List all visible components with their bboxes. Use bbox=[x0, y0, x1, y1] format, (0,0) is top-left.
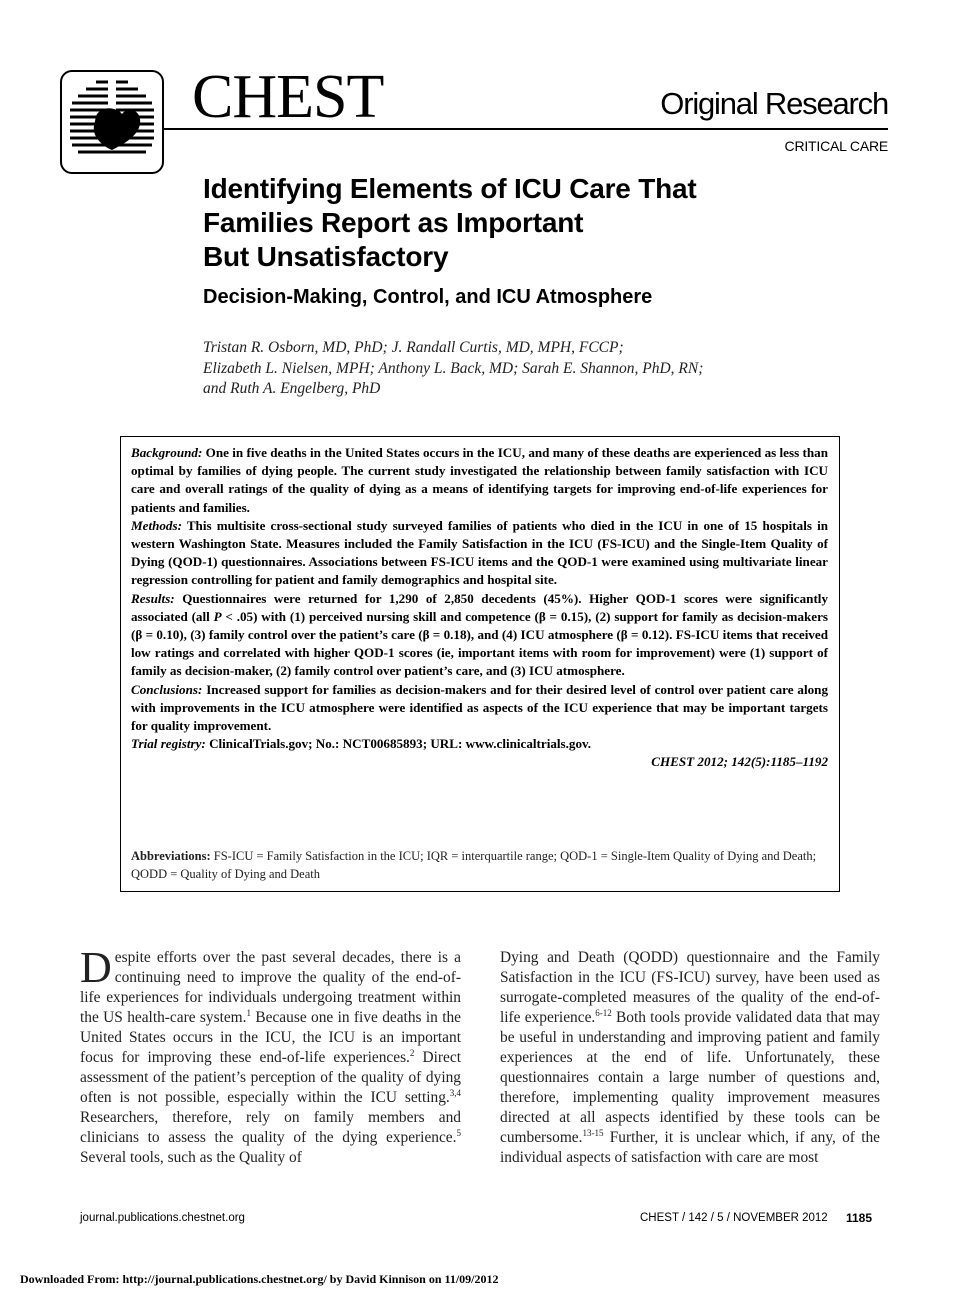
article-subtitle: Decision-Making, Control, and ICU Atmosphere bbox=[203, 286, 653, 308]
abstract-label: Trial registry: bbox=[131, 736, 206, 752]
title-line: But Unsatisfactory bbox=[203, 241, 449, 272]
abstract-trial-registry bbox=[131, 735, 828, 753]
reference[interactable]: 13-15 bbox=[582, 1127, 604, 1138]
abstract-results bbox=[131, 590, 828, 681]
abstract-label: Methods: bbox=[131, 517, 182, 533]
abstract-text: < .05) with (1) perceived nursing skill and competence (β = 0.15), (2) support for family as decision-makers (β = 0.10), (3) family control over the patient’s care (β = 0.18), and (4) ICU atmosphere (β = 0.12). FS-ICU items that received low ratings and correlated with higher QOD-1 scores (ie, important items with room for improvement) were (1) support of family as decision-maker, (2) family control over patient’s care, and (3) ICU atmosphere. bbox=[131, 608, 829, 679]
journal-name: CHEST bbox=[192, 63, 384, 131]
abbreviations-text: FS-ICU = Family Satisfaction in the ICU; IQR = interquartile range; QOD-1 = Single-Item Quality of Dying and Death; QODD = Quality of Dying and Death bbox=[131, 849, 817, 881]
body-text: Further, it is unclear which, if any, of the individual aspects of satisfaction with care are most bbox=[500, 1129, 880, 1166]
abstract-text: This multisite cross-sectional study surveyed families of patients who died in the ICU in one of 15 hospitals in western Washington State. Measures included the Family Satisfaction in the ICU (FS-ICU) and the Single-Item Quality of Dying (QOD-1) questionnaires. Associations between FS-ICU items and the QOD-1 were examined using multivariate linear regression controlling for patient and family demographics and hospital site. bbox=[131, 517, 828, 588]
author-line: and Ruth A. Engelberg, PhD bbox=[203, 380, 381, 397]
body-text: Researchers, therefore, rely on family members and clinicians to assess the quality of the dying experience. bbox=[80, 1109, 461, 1146]
abstract-label: Results: bbox=[131, 590, 175, 606]
abstract-label: Conclusions: bbox=[131, 681, 203, 697]
author-list bbox=[203, 338, 823, 400]
abstract-background bbox=[131, 444, 828, 517]
author-line: Tristan R. Osborn, MD, PhD; J. Randall Curtis, MD, MPH, FCCP; bbox=[203, 339, 624, 356]
abstract-methods bbox=[131, 517, 828, 590]
abstract-conclusions bbox=[131, 681, 828, 736]
section-label: Original Research bbox=[660, 86, 888, 121]
body-column-right bbox=[500, 948, 880, 1168]
body-text: espite efforts over the past several decades, there is a continuing need to improve the quality of the end-of-life experiences for individuals undergoing treatment within the US health-care system. bbox=[80, 949, 461, 1026]
header-rule bbox=[164, 128, 888, 130]
abstract-label: Background: bbox=[131, 445, 203, 460]
footer-url[interactable]: journal.publications.chestnet.org bbox=[80, 1212, 245, 1224]
body-text: Dying and Death (QODD) questionnaire and the Family Satisfaction in the ICU (FS-ICU) survey, have been used as surrogate-completed measures of the quality of the end-of-life experience. bbox=[500, 949, 880, 1026]
abstract-text: Increased support for families as decision-makers and for their desired level of control over patient care along with improvements in the ICU atmosphere were identified as aspects of the ICU experience that may be important targets for quality improvement. bbox=[131, 681, 828, 734]
reference[interactable]: 1 bbox=[246, 1007, 252, 1018]
title-line: Identifying Elements of ICU Care That bbox=[203, 173, 697, 204]
reference[interactable]: 6-12 bbox=[595, 1007, 612, 1018]
title-line: Families Report as Important bbox=[203, 207, 584, 238]
lungs-heart-logo-icon bbox=[62, 72, 162, 172]
body-text: Direct assessment of the patient’s perception of the quality of dying often is not possible, especially within the ICU setting. bbox=[80, 1049, 461, 1106]
subsection-label: CRITICAL CARE bbox=[784, 138, 888, 154]
body-text: Several tools, such as the Quality of bbox=[80, 1149, 302, 1166]
page-number: 1185 bbox=[846, 1211, 873, 1225]
abbreviations-label: Abbreviations: bbox=[131, 849, 211, 863]
body-text: Both tools provide validated data that may be useful in understanding and improving patient and family experiences at the end of life. Unfortunately, these questionnaires contain a large number of questions and, therefore, implementing quality improvement measures directed at all aspects identified by these tools can be cumbersome. bbox=[500, 1009, 880, 1146]
drop-cap: D bbox=[80, 943, 112, 992]
abstract-text: P bbox=[213, 608, 222, 624]
abstract-text: Questionnaires were returned for 1,290 of 2,850 decedents (45%). Higher QOD-1 scores were significantly associated (all bbox=[131, 590, 828, 624]
download-notice: Downloaded From: http://journal.publications.chestnet.org/ by David Kinnison on 11/09/2012 bbox=[20, 1272, 499, 1286]
reference[interactable]: 5 bbox=[456, 1127, 461, 1138]
body-text: Because one in five deaths in the United States occurs in the ICU, the ICU is an important focus for improving these end-of-life experiences. bbox=[80, 1009, 462, 1066]
citation: CHEST 2012; 142(5):1185–1192 bbox=[651, 754, 828, 770]
reference[interactable]: 3,4 bbox=[449, 1087, 461, 1098]
footer-issue: CHEST / 142 / 5 / NOVEMBER 2012 bbox=[640, 1212, 828, 1224]
abstract-text: ClinicalTrials.gov; No.: NCT00685893; URL: www.clinicaltrials.gov. bbox=[209, 736, 592, 752]
abbreviations bbox=[131, 848, 828, 883]
body-column-left bbox=[80, 943, 462, 1168]
article-title bbox=[203, 172, 843, 274]
abstract bbox=[131, 444, 828, 772]
author-line: Elizabeth L. Nielsen, MPH; Anthony L. Back, MD; Sarah E. Shannon, PhD, RN; bbox=[203, 359, 704, 377]
abstract-text: One in five deaths in the United States occurs in the ICU, and many of these deaths are experienced as less than optimal by families of dying people. The current study investigated the relationship between family satisfaction with ICU care and overall ratings of the quality of dying as a means of identifying targets for improving end-of-life experiences for patients and families. bbox=[131, 445, 828, 515]
reference[interactable]: 2 bbox=[409, 1047, 415, 1058]
chest-logo bbox=[60, 70, 164, 174]
